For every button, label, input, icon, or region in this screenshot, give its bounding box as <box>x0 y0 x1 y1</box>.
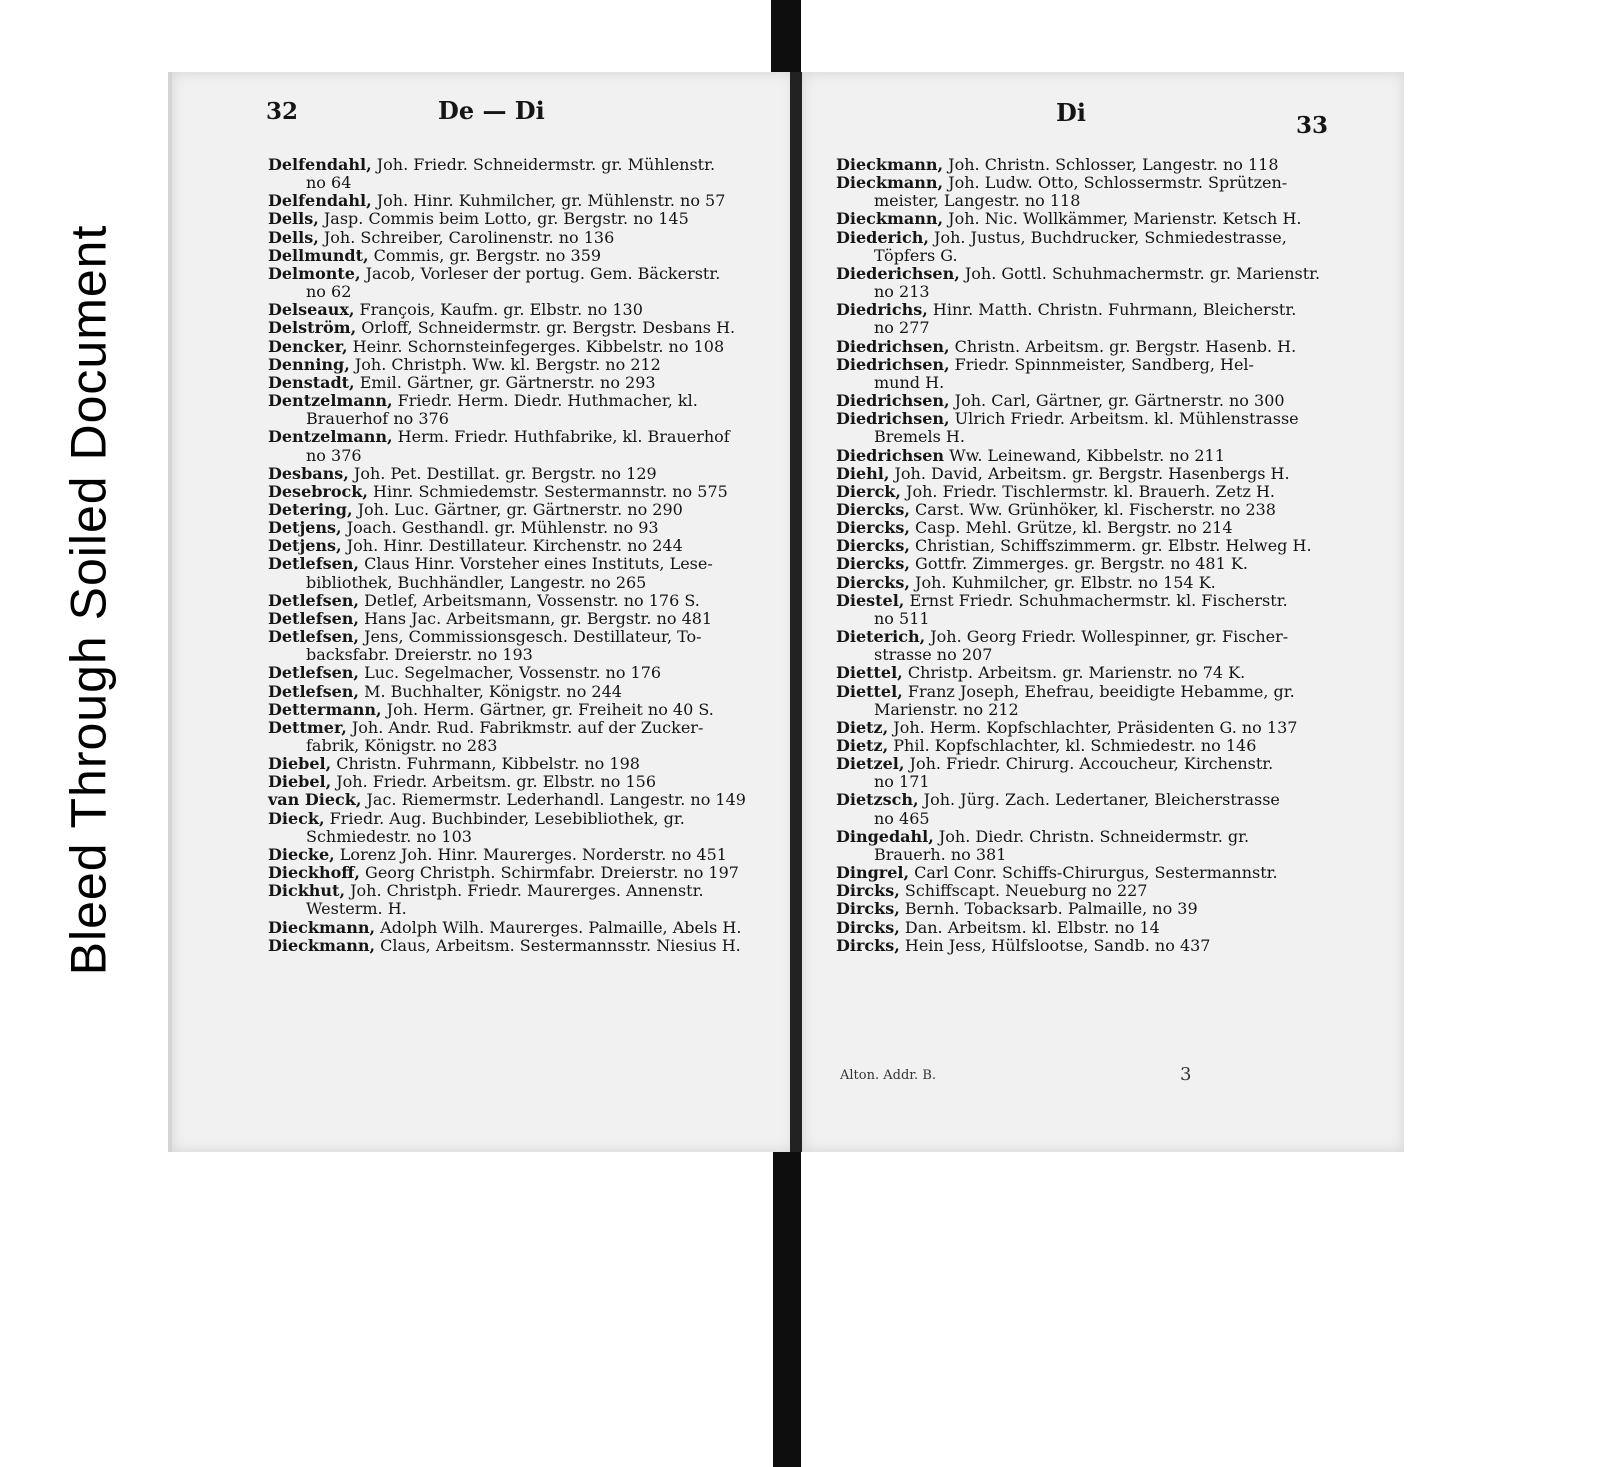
entry-details: Joh. Friedr. Schneidermstr. gr. Mühlenstr. <box>371 155 716 174</box>
entry-continuation: meister, Langestr. no 118 <box>874 191 1081 211</box>
entry-name: Delfendahl, <box>268 191 372 211</box>
entry-details: Schiffscapt. Neueburg no 227 <box>899 881 1148 901</box>
entry-continuation: Westerm. H. <box>306 899 407 919</box>
entry-details: Joh. Luc. Gärtner, gr. Gärtnerstr. no 290 <box>352 499 683 519</box>
entry-details: Jac. Riemermstr. Lederhandl. Langestr. no 149 <box>361 790 746 810</box>
directory-entry <box>836 864 1341 882</box>
entry-name: Diestel, <box>836 590 905 610</box>
directory-entry <box>836 392 1341 410</box>
entry-name: Delfendahl, <box>268 155 372 174</box>
entry-name: Dellmundt, <box>268 245 369 265</box>
directory-entry <box>268 937 768 955</box>
directory-entry <box>836 519 1341 537</box>
entry-name: Diettel, <box>836 663 903 683</box>
entry-name: Detlefsen, <box>268 554 359 574</box>
entry-continuation: no 277 <box>874 318 930 338</box>
book-spread <box>168 72 1418 1152</box>
entry-name: Dieterich, <box>836 627 926 647</box>
directory-entry <box>268 555 768 573</box>
directory-entry <box>268 229 768 247</box>
entry-details: Friedr. Aug. Buchbinder, Lesebibliothek, gr. <box>324 808 685 828</box>
entry-details: Joach. Gesthandl. gr. Mühlenstr. no 93 <box>341 518 659 538</box>
entry-details: Carl Conr. Schiffs-Chirurgus, Sestermannstr. <box>909 863 1278 883</box>
directory-entry <box>268 428 768 446</box>
entry-details: Dan. Arbeitsm. kl. Elbstr. no 14 <box>899 917 1160 937</box>
entry-name: Diederichsen, <box>836 263 960 283</box>
entry-details: Lorenz Joh. Hinr. Maurerges. Norderstr. no 451 <box>334 844 727 864</box>
entry-name: Dircks, <box>836 917 900 937</box>
entry-details: Joh. Hinr. Destillateur. Kirchenstr. no 244 <box>341 536 683 556</box>
entry-details: Christn. Fuhrmann, Kibbelstr. no 198 <box>331 754 640 774</box>
entry-continuation: no 171 <box>874 772 930 792</box>
directory-entry <box>836 229 1341 247</box>
entry-name: Detlefsen, <box>268 663 359 683</box>
directory-entry <box>268 374 768 392</box>
directory-entry <box>268 301 768 319</box>
entry-details: Carst. Ww. Grünhöker, kl. Fischerstr. no 238 <box>909 499 1276 519</box>
directory-entry <box>836 737 1341 755</box>
entry-details: Claus Hinr. Vorsteher eines Instituts, Lese- <box>358 554 713 574</box>
entry-name: Detjens, <box>268 536 342 556</box>
entry-details: Friedr. Spinnmeister, Sandberg, Hel- <box>949 354 1254 374</box>
entry-name: Dettmer, <box>268 717 347 737</box>
directory-entry <box>268 628 768 646</box>
entry-details: Ulrich Friedr. Arbeitsm. kl. Mühlenstrasse <box>949 409 1299 429</box>
directory-entry <box>268 210 768 228</box>
entry-name: Diercks, <box>836 518 910 538</box>
directory-entry <box>268 683 768 701</box>
entry-details: Hein Jess, Hülfslootse, Sandb. no 437 <box>899 935 1211 955</box>
directory-entry <box>268 919 768 937</box>
entry-name: Desbans, <box>268 463 349 483</box>
entry-name: Dieckmann, <box>268 935 376 955</box>
directory-entry <box>836 664 1341 682</box>
entry-name: Diercks, <box>836 572 910 592</box>
entry-details: Joh. Christn. Schlosser, Langestr. no 118 <box>943 155 1279 174</box>
directory-entry <box>268 846 768 864</box>
entry-name: Dieckmann, <box>268 917 376 937</box>
entry-continuation: bibliothek, Buchhändler, Langestr. no 265 <box>306 572 647 592</box>
entry-continuation: fabrik, Königstr. no 283 <box>306 736 498 755</box>
entry-name: Dieckmann, <box>836 173 944 193</box>
directory-entry <box>836 410 1341 428</box>
directory-entry <box>836 755 1341 773</box>
entry-name: Diederich, <box>836 227 929 247</box>
entry-continuation: no 62 <box>306 282 352 302</box>
directory-entry <box>268 501 768 519</box>
entry-details: Herm. Friedr. Huthfabrike, kl. Brauerhof <box>392 427 730 447</box>
entry-details: Joh. Friedr. Chirurg. Accoucheur, Kirchenstr. <box>904 754 1274 774</box>
entry-continuation: Bremels H. <box>874 427 965 447</box>
directory-entry <box>268 882 768 900</box>
entry-name: Diebel, <box>268 772 332 792</box>
entry-name: Detering, <box>268 499 353 519</box>
directory-entry <box>836 882 1341 900</box>
entry-name: Dieckmann, <box>836 155 944 174</box>
entry-continuation: no 64 <box>306 173 352 193</box>
entry-details: Hans Jac. Arbeitsmann, gr. Bergstr. no 481 <box>358 608 713 628</box>
entry-details: Christp. Arbeitsm. gr. Marienstr. no 74 K. <box>902 663 1246 683</box>
entry-details: Joh. Justus, Buchdrucker, Schmiedestrasse, <box>928 227 1287 247</box>
entry-name: Dieck, <box>268 808 325 828</box>
directory-entry <box>268 356 768 374</box>
entry-details: Joh. Carl, Gärtner, gr. Gärtnerstr. no 300 <box>949 391 1285 411</box>
entry-details: Ww. Leinewand, Kibbelstr. no 211 <box>944 445 1225 465</box>
directory-entry <box>836 683 1341 701</box>
entry-name: Delseaux, <box>268 300 355 320</box>
entry-name: Denning, <box>268 354 350 374</box>
directory-entry <box>268 156 768 174</box>
entry-name: Dietz, <box>836 736 889 755</box>
entry-details: Detlef, Arbeitsmann, Vossenstr. no 176 S. <box>358 590 700 610</box>
directory-entry <box>268 247 768 265</box>
directory-entry <box>268 701 768 719</box>
directory-entry <box>268 810 768 828</box>
entry-continuation: no 376 <box>306 445 362 465</box>
entry-details: Hinr. Matth. Christn. Fuhrmann, Bleicherstr. <box>927 300 1297 320</box>
entry-name: Diedrichsen, <box>836 354 950 374</box>
entry-name: Detlefsen, <box>268 627 359 647</box>
entry-name: Dircks, <box>836 881 900 901</box>
entry-details: Joh. Nic. Wollkämmer, Marienstr. Ketsch H. <box>943 209 1302 229</box>
entry-continuation: Schmiedestr. no 103 <box>306 826 472 846</box>
entry-details: Friedr. Herm. Diedr. Huthmacher, kl. <box>392 391 698 411</box>
entry-details: Orloff, Schneidermstr. gr. Bergstr. Desbans H. <box>356 318 736 338</box>
entry-name: Diettel, <box>836 681 903 701</box>
entry-name: Diedrichsen, <box>836 409 950 429</box>
directory-entry <box>268 465 768 483</box>
entry-details: Joh. Hinr. Kuhmilcher, gr. Mühlenstr. no 57 <box>371 191 726 211</box>
entry-continuation: no 511 <box>874 608 930 628</box>
entry-name: Dettermann, <box>268 699 382 719</box>
entry-details: Joh. Herm. Kopfschlachter, Präsidenten G. no 137 <box>888 717 1298 737</box>
directory-entry <box>268 192 768 210</box>
entry-name: Dircks, <box>836 899 900 919</box>
directory-entry <box>268 664 768 682</box>
entry-details: François, Kaufm. gr. Elbstr. no 130 <box>354 300 643 320</box>
entry-name: van Dieck, <box>268 790 362 810</box>
directory-entry <box>836 937 1341 955</box>
entry-details: Joh. Andr. Rud. Fabrikmstr. auf der Zucker- <box>346 717 704 737</box>
directory-entry <box>836 447 1341 465</box>
directory-entry <box>836 537 1341 555</box>
entry-name: Dells, <box>268 227 319 247</box>
directory-entry <box>836 338 1341 356</box>
directory-entry <box>268 864 768 882</box>
entry-name: Dickhut, <box>268 881 346 901</box>
directory-entry <box>836 156 1341 174</box>
entry-name: Dencker, <box>268 336 348 356</box>
directory-entry <box>836 301 1341 319</box>
entry-details: Bernh. Tobacksarb. Palmaille, no 39 <box>899 899 1198 919</box>
entry-name: Dieckhoff, <box>268 863 360 883</box>
left-page-entries <box>268 156 768 955</box>
entry-name: Dietzsch, <box>836 790 919 810</box>
entry-name: Diercks, <box>836 499 910 519</box>
directory-entry <box>268 755 768 773</box>
entry-name: Dingedahl, <box>836 826 934 846</box>
entry-name: Detlefsen, <box>268 590 359 610</box>
directory-entry <box>836 574 1341 592</box>
entry-details: Joh. Christph. Friedr. Maurerges. Annenstr. <box>345 881 704 901</box>
spine-bottom-binding <box>773 1150 801 1467</box>
entry-details: Ernst Friedr. Schuhmachermstr. kl. Fischerstr. <box>904 590 1288 610</box>
entry-name: Dieckmann, <box>836 209 944 229</box>
entry-continuation: mund H. <box>874 372 945 392</box>
directory-entry <box>836 501 1341 519</box>
entry-details: Joh. David, Arbeitsm. gr. Bergstr. Hasenbergs H. <box>889 463 1290 483</box>
entry-continuation: no 465 <box>874 808 930 828</box>
entry-details: Heinr. Schornsteinfegerges. Kibbelstr. no 108 <box>347 336 725 356</box>
entry-continuation: Marienstr. no 212 <box>874 699 1019 719</box>
directory-entry <box>836 919 1341 937</box>
directory-entry <box>836 828 1341 846</box>
entry-details: Joh. Kuhmilcher, gr. Elbstr. no 154 K. <box>909 572 1216 592</box>
directory-entry <box>836 265 1341 283</box>
entry-details: Joh. Gottl. Schuhmachermstr. gr. Marienstr. <box>959 263 1321 283</box>
left-page-header: De — Di <box>438 96 545 125</box>
entry-continuation: no 213 <box>874 282 930 302</box>
entry-name: Diercks, <box>836 554 910 574</box>
entry-details: Luc. Segelmacher, Vossenstr. no 176 <box>358 663 662 683</box>
entry-name: Diebel, <box>268 754 332 774</box>
entry-details: M. Buchhalter, Königstr. no 244 <box>358 681 622 701</box>
directory-entry <box>268 265 768 283</box>
entry-name: Delmonte, <box>268 263 361 283</box>
entry-details: Franz Joseph, Ehefrau, beeidigte Hebamme, gr. <box>902 681 1295 701</box>
directory-entry <box>268 537 768 555</box>
entry-name: Dietzel, <box>836 754 905 774</box>
entry-name: Detlefsen, <box>268 681 359 701</box>
entry-details: Emil. Gärtner, gr. Gärtnerstr. no 293 <box>354 372 656 392</box>
entry-name: Dircks, <box>836 935 900 955</box>
entry-name: Dietz, <box>836 717 889 737</box>
entry-details: Joh. Friedr. Tischlermstr. kl. Brauerh. Zetz H. <box>900 481 1275 501</box>
directory-entry <box>836 483 1341 501</box>
entry-details: Gottfr. Zimmerges. gr. Bergstr. no 481 K. <box>909 554 1248 574</box>
directory-entry <box>268 773 768 791</box>
entry-details: Jacob, Vorleser der portug. Gem. Bäckerstr. <box>360 263 721 283</box>
entry-details: Jens, Commissionsgesch. Destillateur, To- <box>358 627 702 647</box>
entry-continuation: Brauerh. no 381 <box>874 844 1007 864</box>
entry-name: Desebrock, <box>268 481 368 501</box>
entry-name: Dells, <box>268 209 319 229</box>
entry-details: Phil. Kopfschlachter, kl. Schmiedestr. no 146 <box>888 736 1257 755</box>
directory-entry <box>836 900 1341 918</box>
entry-name: Delström, <box>268 318 357 338</box>
right-page-footer-signature: Alton. Addr. B. <box>840 1068 937 1083</box>
directory-entry <box>836 628 1341 646</box>
entry-name: Dierck, <box>836 481 901 501</box>
directory-entry <box>268 319 768 337</box>
directory-entry <box>268 338 768 356</box>
directory-entry <box>836 555 1341 573</box>
left-page-number: 32 <box>266 98 299 125</box>
left-page <box>168 72 794 1152</box>
entry-name: Diehl, <box>836 463 890 483</box>
directory-entry <box>268 719 768 737</box>
right-page-header: Di <box>1056 98 1086 127</box>
entry-details: Hinr. Schmiedemstr. Sestermannstr. no 575 <box>367 481 728 501</box>
side-label <box>28 100 148 1100</box>
side-label-text: Bleed Through Soiled Document <box>60 224 117 976</box>
entry-name: Denstadt, <box>268 372 355 392</box>
entry-name: Diecke, <box>268 844 335 864</box>
entry-name: Diedrichsen, <box>836 336 950 356</box>
directory-entry <box>836 592 1341 610</box>
entry-continuation: backsfabr. Dreierstr. no 193 <box>306 645 533 665</box>
directory-entry <box>836 356 1341 374</box>
entry-details: Joh. Schreiber, Carolinenstr. no 136 <box>318 227 615 247</box>
directory-entry <box>268 519 768 537</box>
right-page <box>802 72 1404 1152</box>
entry-name: Dingrel, <box>836 863 910 883</box>
entry-details: Joh. Ludw. Otto, Schlossermstr. Sprützen- <box>943 173 1288 193</box>
entry-name: Dentzelmann, <box>268 391 393 411</box>
entry-name: Diedrichs, <box>836 300 928 320</box>
directory-entry <box>836 719 1341 737</box>
directory-entry <box>836 210 1341 228</box>
entry-details: Joh. Friedr. Arbeitsm. gr. Elbstr. no 156 <box>331 772 657 792</box>
entry-details: Joh. Diedr. Christn. Schneidermstr. gr. <box>933 826 1250 846</box>
directory-entry <box>268 392 768 410</box>
entry-continuation: strasse no 207 <box>874 645 993 665</box>
entry-details: Georg Christph. Schirmfabr. Dreierstr. no 197 <box>359 863 739 883</box>
entry-details: Joh. Herm. Gärtner, gr. Freiheit no 40 S. <box>381 699 714 719</box>
entry-details: Joh. Jürg. Zach. Ledertaner, Bleicherstrasse <box>918 790 1280 810</box>
right-page-entries <box>836 156 1341 955</box>
right-page-footer-mark: 3 <box>1180 1064 1192 1085</box>
directory-entry <box>836 791 1341 809</box>
directory-entry <box>268 592 768 610</box>
entry-details: Christian, Schiffszimmerm. gr. Elbstr. Helweg H. <box>909 536 1312 556</box>
entry-name: Diedrichsen, <box>836 391 950 411</box>
entry-continuation: Töpfers G. <box>874 245 958 265</box>
entry-name: Diercks, <box>836 536 910 556</box>
entry-name: Diedrichsen <box>836 445 945 465</box>
directory-entry <box>836 465 1341 483</box>
directory-entry <box>268 483 768 501</box>
entry-details: Joh. Pet. Destillat. gr. Bergstr. no 129 <box>348 463 657 483</box>
entry-continuation: Brauerhof no 376 <box>306 409 449 429</box>
entry-details: Jasp. Commis beim Lotto, gr. Bergstr. no 145 <box>318 209 689 229</box>
right-page-number: 33 <box>1296 112 1329 139</box>
entry-details: Joh. Georg Friedr. Wollespinner, gr. Fischer- <box>925 627 1289 647</box>
directory-entry <box>268 610 768 628</box>
directory-entry <box>836 174 1341 192</box>
directory-entry <box>268 791 768 809</box>
entry-name: Detjens, <box>268 518 342 538</box>
entry-details: Joh. Christph. Ww. kl. Bergstr. no 212 <box>349 354 661 374</box>
entry-details: Christn. Arbeitsm. gr. Bergstr. Hasenb. H. <box>949 336 1297 356</box>
entry-details: Claus, Arbeitsm. Sestermannsstr. Niesius H. <box>375 935 741 955</box>
spine-top-binding <box>771 0 801 72</box>
entry-name: Dentzelmann, <box>268 427 393 447</box>
entry-name: Detlefsen, <box>268 608 359 628</box>
entry-details: Casp. Mehl. Grütze, kl. Bergstr. no 214 <box>909 518 1233 538</box>
entry-details: Adolph Wilh. Maurerges. Palmaille, Abels H. <box>375 917 742 937</box>
entry-details: Commis, gr. Bergstr. no 359 <box>368 245 602 265</box>
